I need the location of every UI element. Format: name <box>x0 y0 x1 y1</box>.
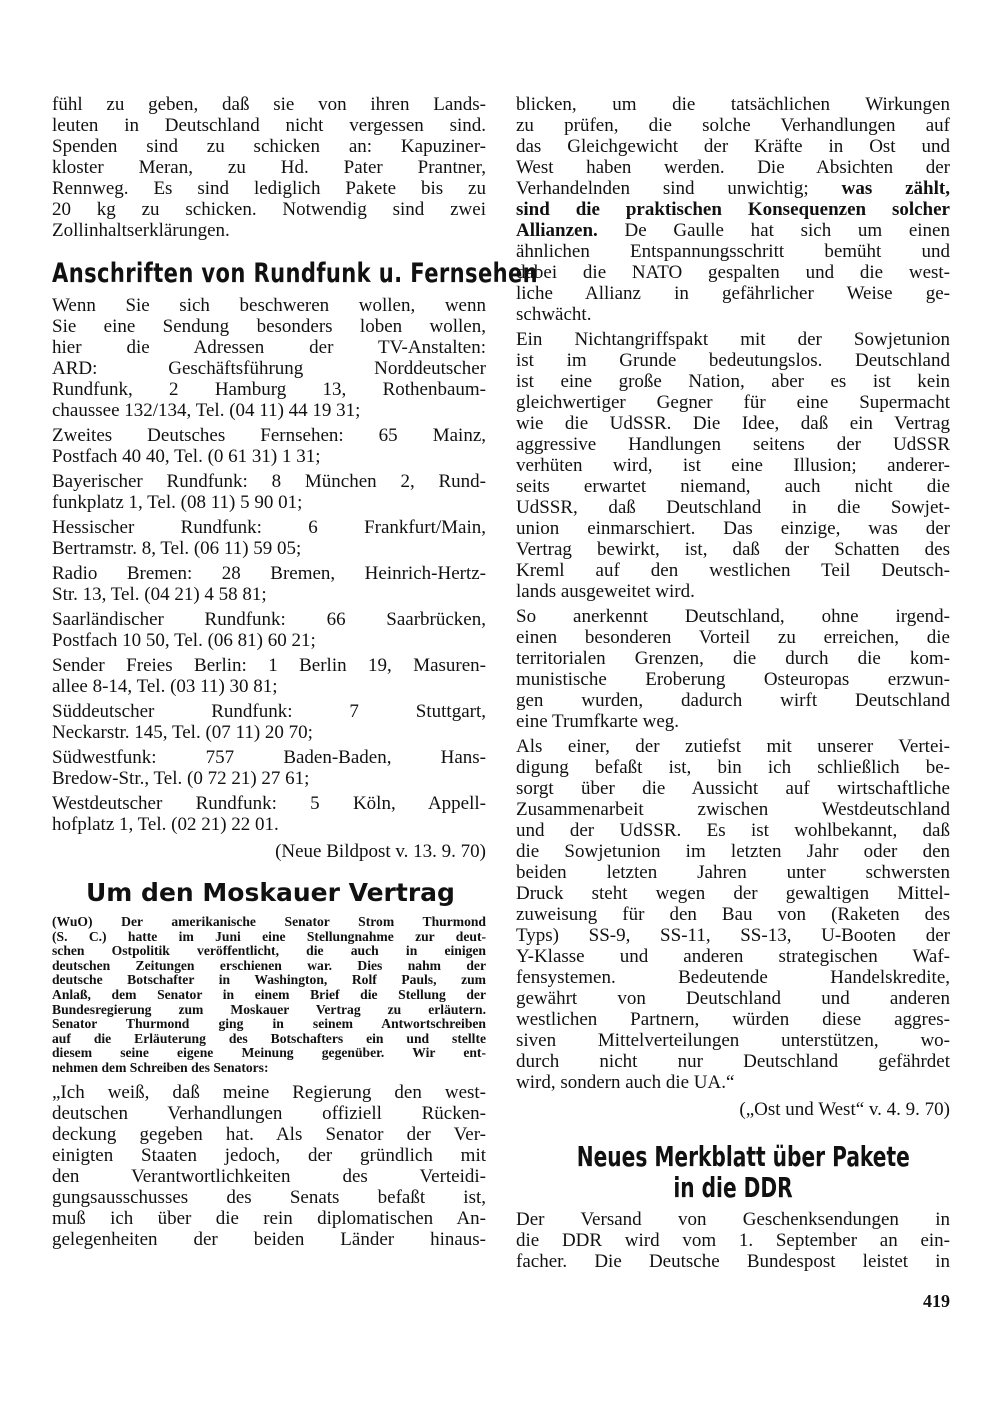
text-line: seits erwartet niemand, auch nicht die <box>516 476 950 497</box>
text-line: chaussee 132/134, Tel. (04 11) 44 19 31; <box>52 400 361 421</box>
heading-broadcaster-addresses <box>52 257 539 295</box>
page-number: 419 <box>923 1291 950 1311</box>
source-ost-und-west: („Ost und West“ v. 4. 9. 70) <box>739 1099 950 1120</box>
text-line: diesem seine eigene Meinung gegenüber. Wir ent- <box>52 1045 486 1061</box>
text-line: Str. 13, Tel. (04 21) 4 58 81; <box>52 584 267 605</box>
text-line: gen wurden, dadurch wirft Deutschland <box>516 690 950 711</box>
text-line: durch nicht nur Deutschland gefährdet <box>516 1051 950 1072</box>
text-line: ARD: Geschäftsführung Norddeutscher <box>52 358 486 379</box>
text-line: fensystemen. Bedeutende Handelskredite, <box>516 967 950 988</box>
merkblatt-text <box>516 1209 950 1276</box>
text-line: einen besonderen Vorteil zu erreichen, die <box>516 627 950 648</box>
text-line: hier die Adressen der TV-Anstalten: <box>52 337 486 358</box>
text-line: funkplatz 1, Tel. (08 11) 5 90 01; <box>52 492 303 513</box>
text-line: territorialen Grenzen, die durch die kom- <box>516 648 950 669</box>
paragraph <box>52 915 486 1076</box>
paragraph <box>52 793 486 835</box>
paragraph <box>516 606 950 732</box>
paragraph <box>52 94 486 241</box>
text-line: eine Trumfkarte weg. <box>516 711 680 732</box>
text-line: Sie eine Sendung besonders loben wollen, <box>52 316 486 337</box>
paragraph <box>516 94 950 325</box>
right-column-text <box>516 94 950 1097</box>
text-line: gungsausschusses des Senats befaßt ist, <box>52 1186 486 1208</box>
text-line: nehmen dem Schreiben des Senators: <box>52 1059 269 1075</box>
text-line: dabei die NATO gespalten und die west- <box>516 262 950 283</box>
text-segment: De Gaulle hat sich um einen <box>597 220 950 241</box>
text-line: Vertrag bewirkt, ist, daß der Schatten des <box>516 539 950 560</box>
quote-paragraph <box>52 1082 486 1254</box>
text-line: zu prüfen, die solche Verhandlungen auf <box>516 115 950 136</box>
paragraph <box>52 425 486 467</box>
paragraph <box>52 609 486 651</box>
source-neue-bildpost: (Neue Bildpost v. 13. 9. 70) <box>275 841 486 862</box>
text-line: Saarländischer Rundfunk: 66 Saarbrücken, <box>52 609 486 630</box>
text-line: hofplatz 1, Tel. (02 21) 22 01. <box>52 814 279 835</box>
paragraph <box>52 655 486 697</box>
text-line: Zweites Deutsches Fernsehen: 65 Mainz, <box>52 425 486 446</box>
text-line: digung befaßt ist, bin ich schließlich be- <box>516 757 950 778</box>
text-line: Spenden sind zu schicken an: Kapuziner- <box>52 136 486 157</box>
text-line: Als einer, der zutiefst mit unserer Vertei- <box>516 736 950 757</box>
text-line <box>516 220 950 241</box>
text-line: Senator Thurmond ging in seinem Antwortschreiben <box>52 1016 486 1032</box>
heading-merkblatt <box>516 1141 950 1203</box>
text-line: lands ausgeweitet wird. <box>516 581 695 602</box>
heading-line: in die DDR <box>673 1171 793 1204</box>
text-line: West haben werden. Die Absichten der <box>516 157 950 178</box>
text-line: wird, sondern auch die UA.“ <box>516 1072 735 1093</box>
text-line: (S. C.) hatte im Juni eine Stellungnahme zur deut- <box>52 928 486 944</box>
paragraph <box>52 701 486 743</box>
paragraph <box>52 1082 486 1250</box>
text-line: Bundesregierung zum Moskauer Vertrag zu erläutern. <box>52 1001 486 1017</box>
text-line: Ein Nichtangriffspakt mit der Sowjetunion <box>516 329 950 350</box>
text-line: Rennweg. Es sind lediglich Pakete bis zu <box>52 178 486 199</box>
address-list <box>52 295 486 839</box>
paragraph <box>516 736 950 1093</box>
text-line: deutsche Botschafter in Washington, Rolf Pauls, zum <box>52 972 486 988</box>
text-line: schwächt. <box>516 304 592 325</box>
text-line: allee 8-14, Tel. (03 11) 30 81; <box>52 676 278 697</box>
text-line: zuweisung für den Bau von (Raketen des <box>516 904 950 925</box>
text-line: 20 kg zu schicken. Notwendig sind zwei <box>52 199 486 220</box>
text-line: Südwestfunk: 757 Baden-Baden, Hans- <box>52 747 486 768</box>
heading-text: Anschriften von Rundfunk u. Fernsehen <box>52 258 539 289</box>
text-line <box>516 178 950 199</box>
intro-text <box>52 94 486 245</box>
text-line: Typs) SS-9, SS-11, SS-13, U-Booten der <box>516 925 950 946</box>
text-line: das Gleichgewicht der Kräfte in Ost und <box>516 136 950 157</box>
text-line <box>516 199 950 220</box>
text-line: Zollinhaltserklärungen. <box>52 220 230 241</box>
text-line: „Ich weiß, daß meine Regierung den west- <box>52 1081 486 1103</box>
text-line: gleichwertiger Gegner für eine Supermacht <box>516 392 950 413</box>
text-line: liche Allianz in gefährlicher Weise ge- <box>516 283 950 304</box>
text-line: wie die UdSSR. Die Idee, daß ein Vertrag <box>516 413 950 434</box>
text-line: Hessischer Rundfunk: 6 Frankfurt/Main, <box>52 517 486 538</box>
paragraph <box>516 1209 950 1272</box>
text-line: Zusammenarbeit zwischen Westdeutschland <box>516 799 950 820</box>
heading-line: Neues Merkblatt über Pakete <box>576 1140 910 1173</box>
text-line: die Sowjetunion im letzten Jahr oder den <box>516 841 950 862</box>
text-line: deutschen Verhandlungen offiziell Rücken- <box>52 1102 486 1124</box>
text-line: sorgt über die Aussicht auf wirtschaftliche <box>516 778 950 799</box>
text-line: verhüten wird, ist eine Illusion; anderer- <box>516 455 950 476</box>
text-line: union einmarschiert. Das einzige, was der <box>516 518 950 539</box>
heading-text: Um den Moskauer Vertrag <box>86 878 455 907</box>
text-line: fühl zu geben, daß sie von ihren Lands- <box>52 94 486 115</box>
text-line: schen Ostpolitik veröffentlicht, die auch in einigen <box>52 943 486 959</box>
text-line: beiden letzten Jahren unter schwersten <box>516 862 950 883</box>
text-line: Bredow-Str., Tel. (0 72 21) 27 61; <box>52 768 310 789</box>
text-line: Druck steht wegen der gewaltigen Mittel- <box>516 883 950 904</box>
text-line: Radio Bremen: 28 Bremen, Heinrich-Hertz- <box>52 563 486 584</box>
text-line: Anlaß, dem Senator in einem Brief die Stellung der <box>52 986 486 1002</box>
text-line: blicken, um die tatsächlichen Wirkungen <box>516 94 950 115</box>
text-line: Neckarstr. 145, Tel. (07 11) 20 70; <box>52 722 313 743</box>
left-column <box>52 94 539 1254</box>
text-segment: Verhandelnden sind unwichtig; <box>516 178 842 199</box>
text-line: Postfach 40 40, Tel. (0 61 31) 1 31; <box>52 446 321 467</box>
text-line: Rundfunk, 2 Hamburg 13, Rothenbaum- <box>52 379 486 400</box>
text-line: Postfach 10 50, Tel. (06 81) 60 21; <box>52 630 316 651</box>
text-line: deutschen Zeitungen erschienen war. Dies nahm der <box>52 957 486 973</box>
text-line: aggressive Handlungen seitens der UdSSR <box>516 434 950 455</box>
paragraph <box>52 295 486 421</box>
text-line: ist im Grunde bedeutungslos. Deutschland <box>516 350 950 371</box>
text-line: leuten in Deutschland nicht vergessen sind. <box>52 115 486 136</box>
text-line: muß ich über die rein diplomatischen An- <box>52 1207 486 1229</box>
text-line: UdSSR, daß Deutschland in die Sowjet- <box>516 497 950 518</box>
text-segment: Allianzen. <box>516 220 598 241</box>
paragraph <box>52 517 486 559</box>
text-line: kloster Meran, zu Hd. Pater Prantner, <box>52 157 486 178</box>
text-line: deckung gegeben hat. Als Senator der Ver- <box>52 1123 486 1145</box>
text-line: facher. Die Deutsche Bundespost leistet in <box>516 1251 950 1272</box>
text-line: gelegenheiten der beiden Länder hinaus- <box>52 1228 486 1250</box>
text-line: gewährt von Deutschland und anderen <box>516 988 950 1009</box>
lead-paragraph <box>52 915 486 1082</box>
text-line: auf die Erläuterung des Botschafters ein und stellte <box>52 1030 486 1046</box>
text-line: ist eine große Nation, aber es ist kein <box>516 371 950 392</box>
text-line: Westdeutscher Rundfunk: 5 Köln, Appell- <box>52 793 486 814</box>
paragraph <box>52 747 486 789</box>
text-line: Y-Klasse und anderen strategischen Waf- <box>516 946 950 967</box>
paragraph <box>516 329 950 602</box>
text-line: (WuO) Der amerikanische Senator Strom Thurmond <box>52 914 486 929</box>
text-line: munistische Eroberung Osteuropas erzwun- <box>516 669 950 690</box>
text-line: die DDR wird vom 1. September an ein- <box>516 1230 950 1251</box>
paragraph <box>52 563 486 605</box>
text-line: Wenn Sie sich beschweren wollen, wenn <box>52 295 486 316</box>
text-line: westlichen Partnern, würden diese aggres- <box>516 1009 950 1030</box>
text-line: Der Versand von Geschenksendungen in <box>516 1209 950 1230</box>
text-line: Bayerischer Rundfunk: 8 München 2, Rund- <box>52 471 486 492</box>
heading-moskauer-vertrag <box>52 877 486 909</box>
text-line: Kreml auf den westlichen Teil Deutsch- <box>516 560 950 581</box>
text-line: Sender Freies Berlin: 1 Berlin 19, Masuren- <box>52 655 486 676</box>
text-line: siven Mittelverteilungen unterstützen, wo- <box>516 1030 950 1051</box>
text-line: Süddeutscher Rundfunk: 7 Stuttgart, <box>52 701 486 722</box>
text-line: ähnlichen Entspannungsschritt bemüht und <box>516 241 950 262</box>
text-line: So anerkennt Deutschland, ohne irgend- <box>516 606 950 627</box>
paragraph <box>52 471 486 513</box>
text-line: und der UdSSR. Es ist wohlbekannt, daß <box>516 820 950 841</box>
text-line: den Verantwortlichkeiten des Verteidi- <box>52 1165 486 1187</box>
right-column <box>516 94 950 1312</box>
text-line: einigten Staaten jedoch, der gründlich mit <box>52 1144 486 1166</box>
text-segment: was zählt, <box>841 178 950 199</box>
text-line: Bertramstr. 8, Tel. (06 11) 59 05; <box>52 538 302 559</box>
text-segment: sind die praktischen Konsequenzen solcher <box>516 199 950 220</box>
